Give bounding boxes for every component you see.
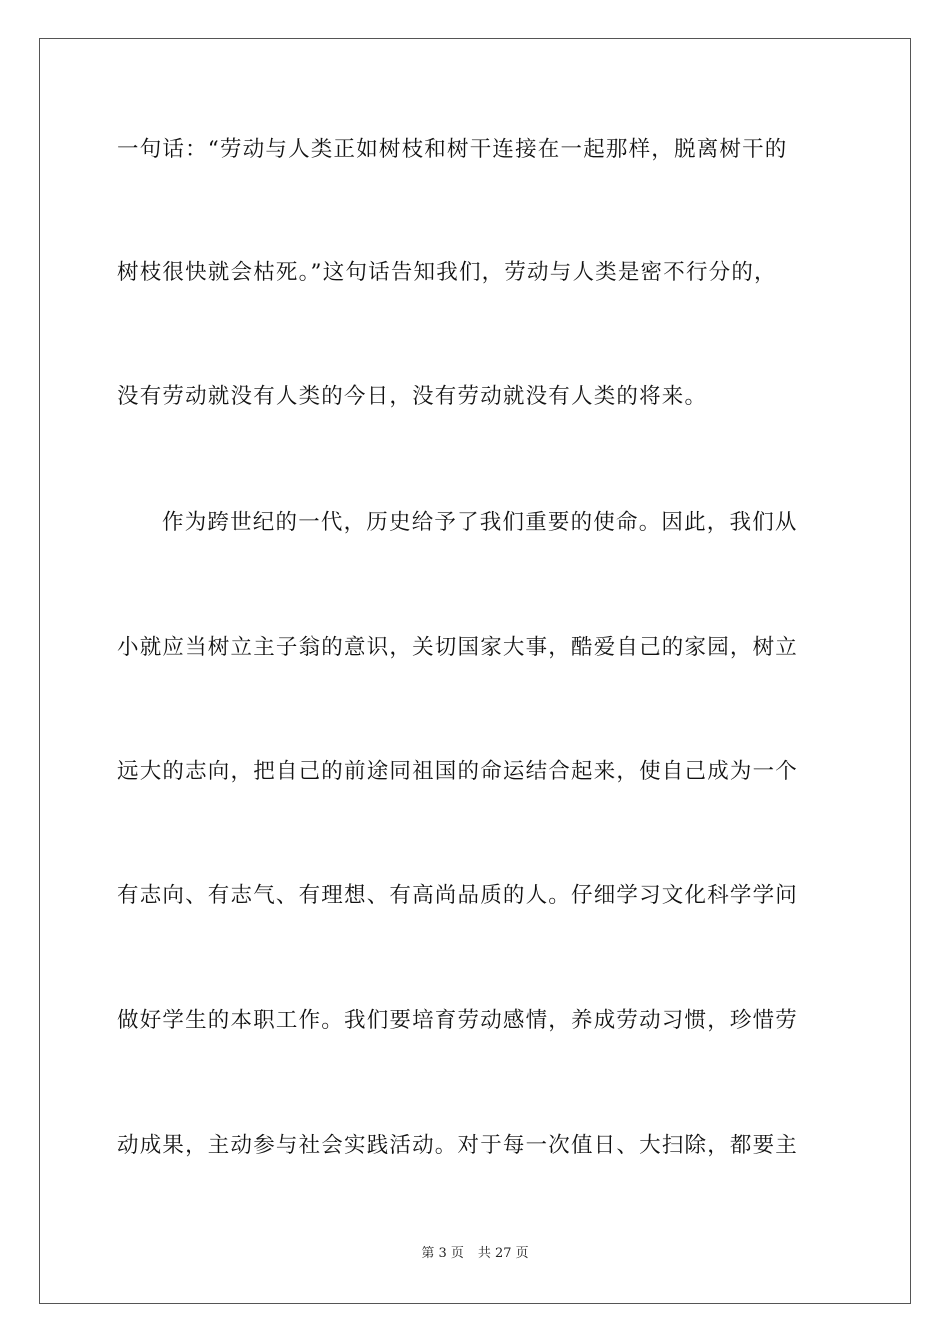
paragraph-first-line: 作为跨世纪的一代，历史给予了我们重要的使命。因此，我们从 xyxy=(162,510,798,535)
text-line: 动成果，主动参与社会实践活动。对于每一次值日、大扫除，都要主 xyxy=(117,1133,799,1158)
page-border xyxy=(39,38,911,1304)
text-line: 做好学生的本职工作。我们要培育劳动感情，养成劳动习惯，珍惜劳 xyxy=(117,1008,799,1033)
text-line: 远大的志向，把自己的前途同祖国的命运结合起来，使自己成为一个 xyxy=(117,759,799,784)
page-number: 第 3 页 xyxy=(421,1246,464,1261)
text-line: 小就应当树立主子翁的意识，关切国家大事，酷爱自己的家园，树立 xyxy=(117,635,799,660)
text-line: 没有劳动就没有人类的今日，没有劳动就没有人类的将来。 xyxy=(117,384,708,409)
text-line: 树枝很快就会枯死。”这句话告知我们，劳动与人类是密不行分的， xyxy=(117,260,777,285)
text-line: 有志向、有志气、有理想、有高尚品质的人。仔细学习文化科学学问 xyxy=(117,883,799,908)
page-total: 共 27 页 xyxy=(477,1246,529,1261)
text-line: 一句话：“劳动与人类正如树枝和树干连接在一起那样，脱离树干的 xyxy=(117,137,788,162)
page-footer xyxy=(0,1245,950,1263)
